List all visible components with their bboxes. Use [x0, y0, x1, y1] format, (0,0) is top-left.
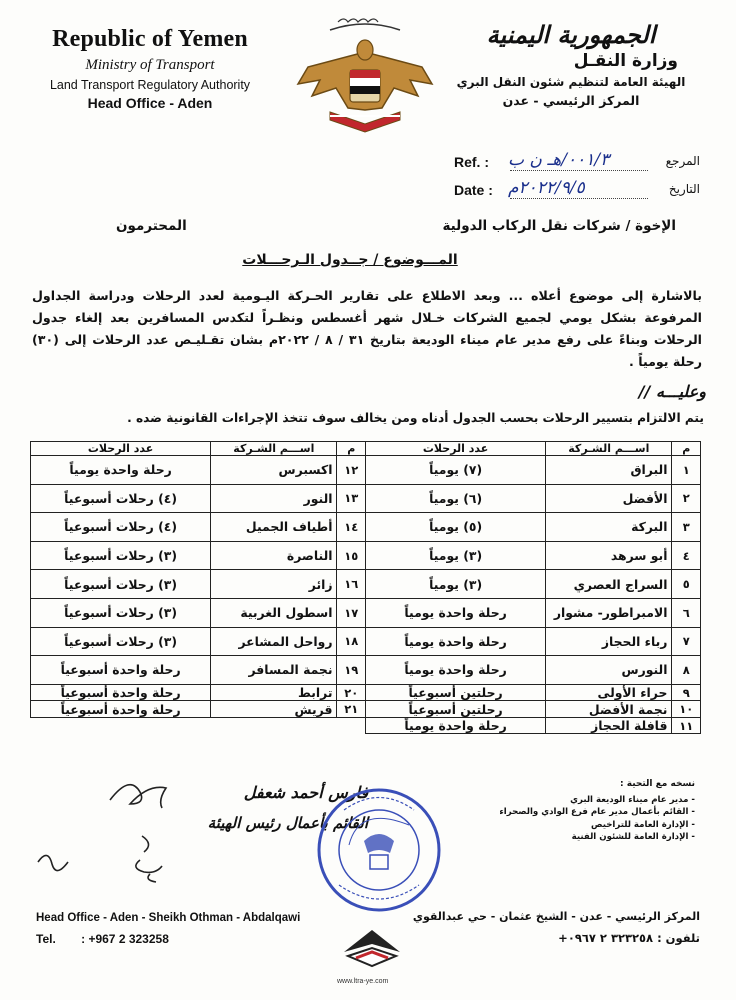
footer-tel-value: : +967 2 323258 — [81, 932, 169, 946]
arabic-letterhead — [436, 20, 706, 108]
trip-count: رحلتين أسبوعياً — [366, 684, 546, 701]
trip-count: (٤) رحلات أسبوعياً — [31, 484, 211, 513]
company-name: الامبراطور- مشوار — [546, 598, 672, 627]
table-row — [31, 570, 701, 599]
company-name: السراج العصري — [546, 570, 672, 599]
country-name-en: Republic of Yemen — [52, 26, 248, 52]
footer-tel-en — [36, 932, 169, 946]
signatory-title: القائم بأعمال رئيس الهيئة — [207, 814, 368, 832]
ministry-name-en: Ministry of Transport — [85, 57, 215, 73]
footer-tel-label: Tel. — [36, 932, 56, 946]
subject-line: المـــوضوع / جــدول الـرحـــلات — [242, 252, 458, 268]
header-company: اســـم الشـركة — [211, 442, 337, 456]
english-letterhead — [30, 26, 270, 111]
footer-address-en: Head Office - Aden - Sheikh Othman - Abdalqawi — [36, 912, 301, 924]
row-num: ٢١ — [337, 701, 366, 718]
table-row — [31, 656, 701, 685]
trip-count: رحلة واحدة أسبوعياً — [31, 684, 211, 701]
date-label-ar: التاريخ — [668, 182, 700, 196]
row-num: ١٢ — [337, 456, 366, 485]
trip-count: رحلة واحدة أسبوعياً — [31, 656, 211, 685]
trip-count: رحلة واحدة يومياً — [31, 456, 211, 485]
row-num: ٢ — [672, 484, 701, 513]
company-name: اسطول الغربية — [211, 598, 337, 627]
company-name: نجمة المسافر — [211, 656, 337, 685]
header-trips: عدد الرحلات — [31, 442, 211, 456]
header-num: م — [337, 442, 366, 456]
trip-count: (٥) يومياً — [366, 513, 546, 542]
ref-value: ٠٠١/٣/هـ ن ب — [508, 150, 610, 170]
country-name-ar: الجمهورية اليمنية — [486, 20, 656, 49]
copy-recipient: - الإدارة العامة للتراخيص — [485, 819, 695, 832]
row-num: ١٦ — [337, 570, 366, 599]
trip-count: (٣) رحلات أسبوعياً — [31, 627, 211, 656]
date-dotted-line — [510, 198, 648, 199]
company-name: رباء الحجاز — [546, 627, 672, 656]
table-row — [31, 513, 701, 542]
empty-cell — [31, 717, 211, 734]
addressee-salutation: المحترمون — [116, 218, 187, 234]
date-label: Date : — [454, 182, 493, 198]
trip-count: رحلة واحدة يومياً — [366, 717, 546, 734]
table-row — [31, 684, 701, 701]
trip-count: رحلتين أسبوعياً — [366, 701, 546, 718]
header-num: م — [672, 442, 701, 456]
copies-list — [485, 778, 695, 844]
official-stamp-icon — [314, 785, 444, 915]
company-name: البركة — [546, 513, 672, 542]
trip-count: (٣) رحلات أسبوعياً — [31, 541, 211, 570]
company-name: النورس — [546, 656, 672, 685]
row-num: ١ — [672, 456, 701, 485]
row-num: ٣ — [672, 513, 701, 542]
office-name-en: Head Office - Aden — [87, 95, 213, 111]
addressee-line — [116, 218, 676, 234]
letter-body: بالاشارة إلى موضوع أعلاه ... وبعد الاطلاع على تقارير الحـركة اليـومية لعدد الرحلات ودراسة الجداول المرفوعة بشكل يومي لجميع الشركات خـلال شهر أغسطس ونظـراً لتكدس المسافرين بعد إلغاء جدول الرحلات وبناءً على رفع مدير عام ميناء الوديعة بتاريخ ٣١ / ٨ / ٢٠٢٢م بشان تقـليـص عدد الرحلات إلى (٣٠) رحلة يومياً . — [32, 288, 702, 369]
footer-url: www.ltra-ye.com — [337, 978, 389, 985]
trip-count: (٧) يومياً — [366, 456, 546, 485]
copy-recipient: - مدير عام ميناء الوديعة البري — [485, 794, 695, 807]
handwritten-signature-icon — [30, 830, 180, 890]
row-num: ١٣ — [337, 484, 366, 513]
signatory-name: فارس أحمد شعفل — [243, 783, 368, 802]
ref-label-ar: المرجع — [665, 154, 700, 168]
trip-count: رحلة واحدة أسبوعياً — [31, 701, 211, 718]
table-row — [31, 701, 701, 718]
row-num: ١٤ — [337, 513, 366, 542]
row-num: ١٧ — [337, 598, 366, 627]
trip-count: (٤) رحلات أسبوعياً — [31, 513, 211, 542]
row-num: ٨ — [672, 656, 701, 685]
trip-count: رحلة واحدة يومياً — [366, 656, 546, 685]
copy-recipient: - القائم بأعمال مدير عام فرع الوادي والصحراء — [485, 806, 695, 819]
company-name: قريش — [211, 701, 337, 718]
company-name: ترابط — [211, 684, 337, 701]
company-name: الأفضل — [546, 484, 672, 513]
company-name: نجمة الأفضل — [546, 701, 672, 718]
table-row — [31, 541, 701, 570]
company-name: النور — [211, 484, 337, 513]
company-name: البراق — [546, 456, 672, 485]
copy-recipient: - الإدارة العامة للشئون الفنية — [485, 831, 695, 844]
trip-count: رحلة واحدة يومياً — [366, 627, 546, 656]
trips-table — [30, 441, 701, 734]
company-name: حراء الأولى — [546, 684, 672, 701]
row-num: ١٠ — [672, 701, 701, 718]
trip-count: (٦) يومياً — [366, 484, 546, 513]
empty-cell — [211, 717, 337, 734]
row-num: ٢٠ — [337, 684, 366, 701]
footer-tel-ar: تلفون : ٣٢٣٢٥٨ ٢ ٠٩٦٧+ — [558, 931, 700, 945]
date-value: ٢٠٢٢/٩/٥م — [508, 178, 585, 198]
ref-dotted-line — [510, 170, 648, 171]
company-name: اكسبرس — [211, 456, 337, 485]
row-num: ٧ — [672, 627, 701, 656]
row-num: ١٨ — [337, 627, 366, 656]
addressee-to: الإخوة / شركات نقل الركاب الدولية — [442, 218, 676, 234]
row-num: ٥ — [672, 570, 701, 599]
trip-count: (٣) رحلات أسبوعياً — [31, 570, 211, 599]
header-trips: عدد الرحلات — [366, 442, 546, 456]
row-num: ١٩ — [337, 656, 366, 685]
row-num: ٦ — [672, 598, 701, 627]
row-num: ٤ — [672, 541, 701, 570]
authority-name-ar: الهيئة العامة لتنظيم شئون النقل البري — [456, 75, 686, 89]
row-num: ١٥ — [337, 541, 366, 570]
footer-address-ar: المركز الرئيسي - عدن - الشيخ عثمان - حي عبدالقوي — [412, 910, 700, 923]
table-row — [31, 484, 701, 513]
authority-logo-icon — [338, 922, 408, 972]
instruction-text: يتم الالتزام بتسيير الرحلات بحسب الجدول أدناه ومن يخالف سوف تتخذ الإجراءات القانونية ضده . — [127, 411, 704, 425]
ref-label: Ref. : — [454, 154, 489, 170]
empty-cell — [337, 717, 366, 734]
row-num: ١١ — [672, 717, 701, 734]
row-num: ٩ — [672, 684, 701, 701]
trip-count: (٣) يومياً — [366, 541, 546, 570]
trip-count: (٣) رحلات أسبوعياً — [31, 598, 211, 627]
header-company: اســـم الشـركة — [546, 442, 672, 456]
ministry-name-ar: وزارة النقـل — [573, 51, 678, 71]
authority-name-en: Land Transport Regulatory Authority — [49, 78, 251, 92]
reference-block — [440, 148, 700, 204]
trip-count: رحلة واحدة يومياً — [366, 598, 546, 627]
table-row — [31, 627, 701, 656]
table-row — [31, 456, 701, 485]
company-name: رواحل المشاعر — [211, 627, 337, 656]
company-name: أبو سرهد — [546, 541, 672, 570]
company-name: الناصرة — [211, 541, 337, 570]
company-name: أطياف الجميل — [211, 513, 337, 542]
therefore-heading: وعليـــه // — [638, 382, 706, 401]
table-header-row — [31, 442, 701, 456]
date-row — [440, 176, 700, 204]
ref-row — [440, 148, 700, 176]
company-name: قافلة الحجاز — [546, 717, 672, 734]
table-row — [31, 598, 701, 627]
company-name: زائر — [211, 570, 337, 599]
yemen-emblem-icon — [290, 12, 440, 140]
copies-title: نسخه مع التحية : — [620, 779, 695, 789]
table-row — [31, 717, 701, 734]
office-name-ar: المركز الرئيسي - عدن — [502, 93, 640, 108]
trip-count: (٣) يومياً — [366, 570, 546, 599]
